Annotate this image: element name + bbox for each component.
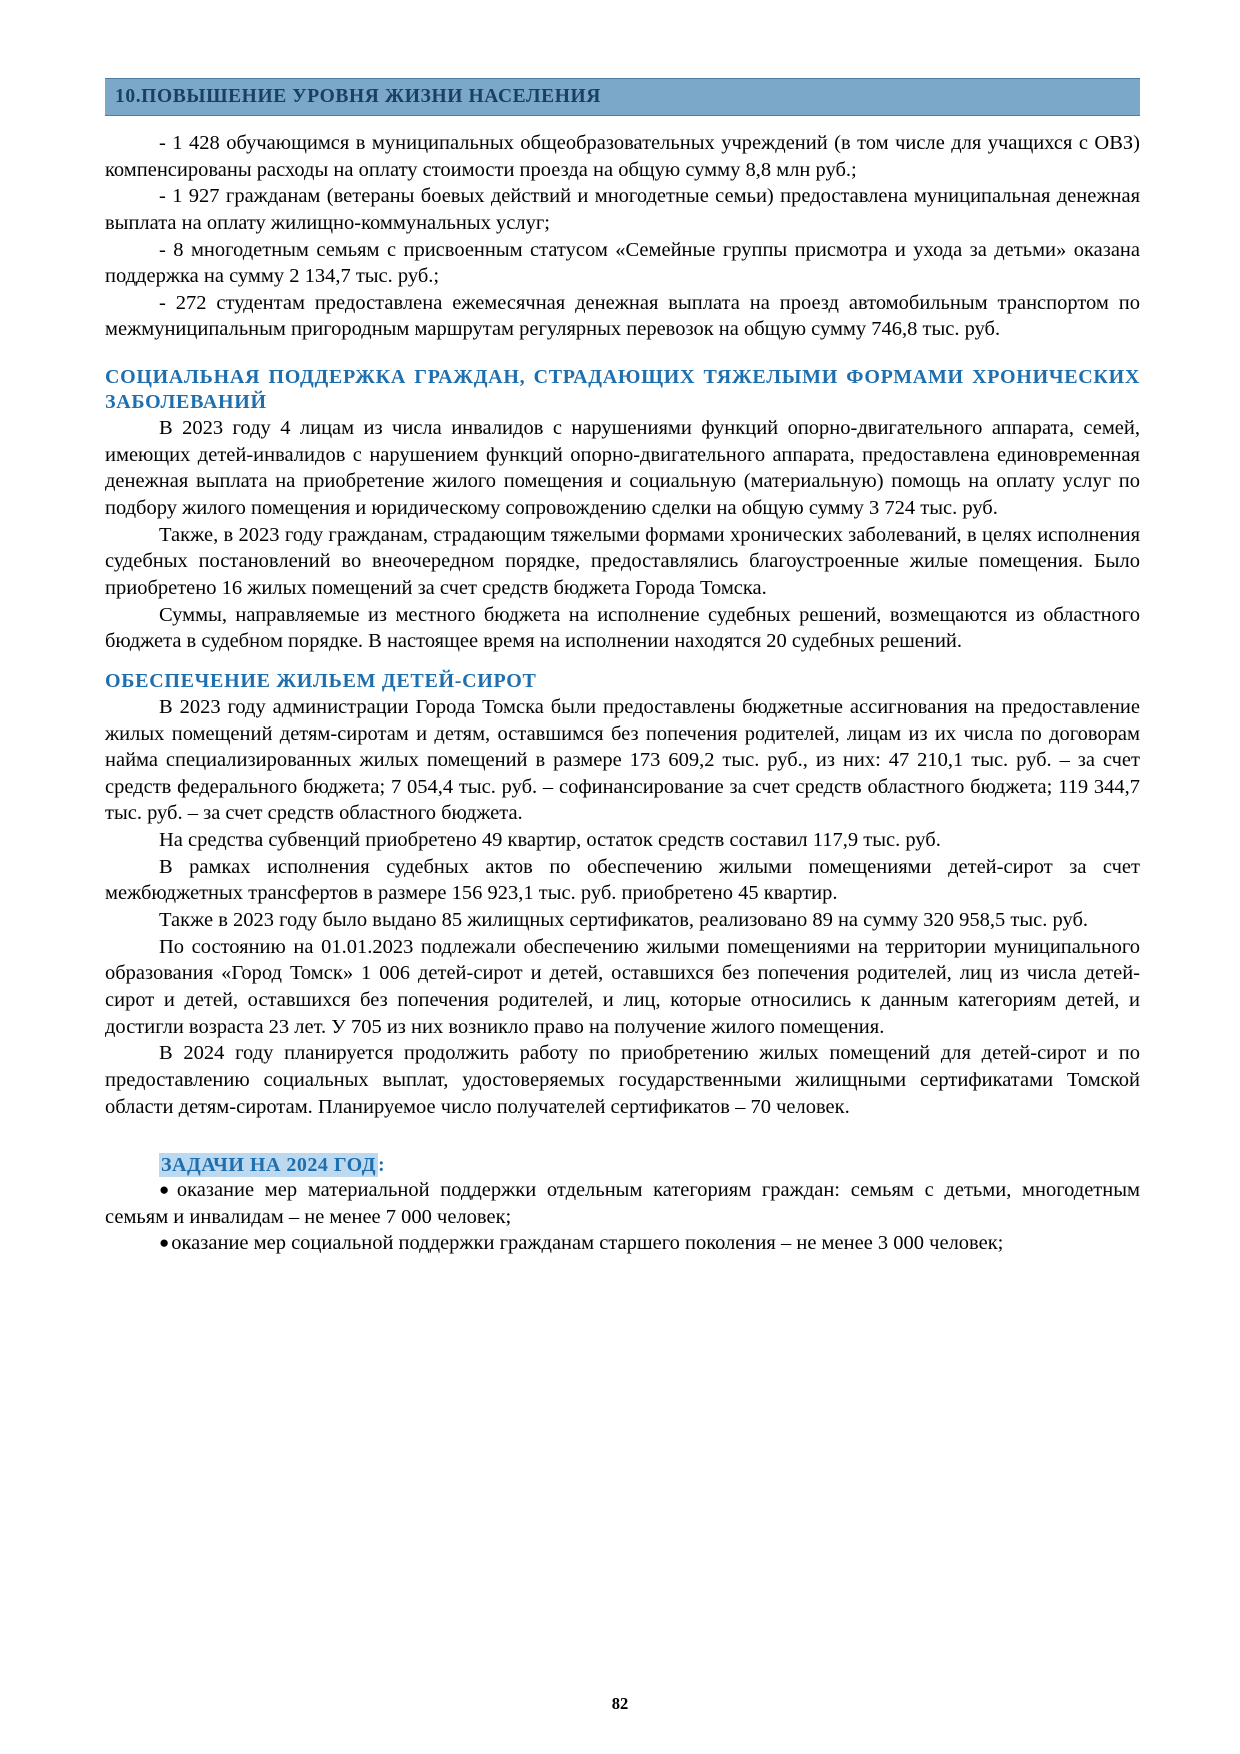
social-support-heading-wrap — [105, 365, 1140, 415]
intro-paragraph: - 272 студентам предоставлена ежемесячная денежная выплата на проезд автомобильным транспортом по межмуниципальным пригородным маршрутам регулярных перевозок на общую сумму 746,8 тыс. руб. — [105, 291, 1140, 341]
task-item-text: оказание мер материальной поддержки отдельным категориям граждан: семьям с детьми, многодетным семьям и инвалидам – не менее 7 000 человек; — [105, 1179, 1140, 1228]
page-number: 82 — [611, 1694, 629, 1713]
intro-paragraph: - 8 многодетным семьям с присвоенным статусом «Семейные группы присмотра и ухода за детьми» оказана поддержка на сумму 2 134,7 тыс. руб.; — [105, 238, 1140, 288]
social-support-paragraph: Суммы, направляемые из местного бюджета на исполнение судебных решений, возмещаются из областного бюджета в судебном порядке. В настоящее время на исполнении находятся 20 судебных решений. — [105, 603, 1140, 653]
orphan-housing-paragraph: На средства субвенций приобретено 49 квартир, остаток средств составил 117,9 тыс. руб. — [159, 829, 941, 852]
orphan-housing-paragraph: В 2023 году администрации Города Томска были предоставлены бюджетные ассигнования на предоставление жилых помещений детям-сиротам и детям, оставшимся без попечения родителей, лицам из их числа по договорам найма специализированных жилых помещений в размере 173 609,2 тыс. руб., из них: 47 210,1 тыс. руб. – за счет средств федерального бюджета; 7 054,4 тыс. руб. – софинансирование за счет средств областного бюджета; 119 344,7 тыс. руб. – за счет средств областного бюджета. — [105, 695, 1140, 825]
section-banner-title: 10.ПОВЫШЕНИЕ УРОВНЯ ЖИЗНИ НАСЕЛЕНИЯ — [105, 78, 1140, 116]
orphan-housing-heading: ОБЕСПЕЧЕНИЕ ЖИЛЬЕМ ДЕТЕЙ-СИРОТ — [105, 669, 537, 692]
orphan-housing-paragraph: По состоянию на 01.01.2023 подлежали обеспечению жилыми помещениями на территории муниципального образования «Город Томск» 1 006 детей-сирот и детей, оставшихся без попечения родителей, лиц из числа детей-сирот и детей, оставшихся без попечения родителей, и лиц, которые относились к данным категориям детей, и достигли возраста 23 лет. У 705 из них возникло право на получение жилого помещения. — [105, 935, 1140, 1038]
intro-paragraph: - 1 927 гражданам (ветераны боевых действий и многодетные семьи) предоставлена муниципальная денежная выплата на оплату жилищно-коммунальных услуг; — [105, 185, 1140, 234]
tasks-heading-wrap — [159, 1154, 1140, 1177]
tasks-heading — [159, 1154, 385, 1177]
social-support-paragraph: В 2023 году 4 лицам из числа инвалидов с нарушениями функций опорно-двигательного аппарата, семей, имеющих детей-инвалидов с нарушением функций опорно-двигательного аппарата, предоставлена единовременная денежная выплата на приобретение жилого помещения и социальную (материальную) помощь на оплату услуг по подбору жилого помещения и юридическому сопровождению сделки на общую сумму 3 724 тыс. руб. — [105, 417, 1140, 520]
tasks-heading-text: ЗАДАЧИ НА 2024 ГОД — [161, 1154, 376, 1177]
spacer — [105, 1120, 1140, 1154]
orphan-housing-paragraph: В 2024 году планируется продолжить работу по приобретению жилых помещений для детей-сирот и по предоставлению социальных выплат, удостоверяемых государственными жилищными сертификатами Томской области детям-сиротам. Планируемое число получателей сертификатов – 70 человек. — [105, 1042, 1140, 1118]
tasks-heading-suffix: : — [377, 1154, 386, 1177]
orphan-housing-heading-wrap — [105, 669, 1140, 694]
orphan-housing-paragraph: Также в 2023 году было выдано 85 жилищных сертификатов, реализовано 89 на сумму 320 958,5 тыс. руб. — [159, 909, 1089, 932]
orphan-housing-paragraph: В рамках исполнения судебных актов по обеспечению жилыми помещениями детей-сирот за счет межбюджетных трансфертов в размере 156 923,1 тыс. руб. приобретено 45 квартир. — [105, 855, 1140, 905]
social-support-paragraph: Также, в 2023 году гражданам, страдающим тяжелыми формами хронических заболеваний, в целях исполнения судебных постановлений во внеочередном порядке, предоставлялись благоустроенные жилые помещения. Было приобретено 16 жилых помещений за счет средств бюджета Города Томска. — [105, 523, 1140, 599]
task-item — [105, 1230, 1140, 1257]
bullet-icon: ● — [159, 1233, 170, 1253]
social-support-heading: СОЦИАЛЬНАЯ ПОДДЕРЖКА ГРАЖДАН, СТРАДАЮЩИХ ТЯЖЕЛЫМИ ФОРМАМИ ХРОНИЧЕСКИХ ЗАБОЛЕВАНИЙ — [105, 366, 1140, 414]
task-item-text: оказание мер социальной поддержки гражданам старшего поколения – не менее 3 000 человек; — [171, 1232, 1004, 1255]
bullet-icon: ● — [159, 1180, 175, 1200]
intro-paragraph: - 1 428 обучающимся в муниципальных общеобразовательных учреждений (в том числе для учащихся с ОВЗ) компенсированы расходы на оплату стоимости проезда на общую сумму 8,8 млн руб.; — [105, 132, 1140, 181]
task-item — [105, 1177, 1140, 1230]
